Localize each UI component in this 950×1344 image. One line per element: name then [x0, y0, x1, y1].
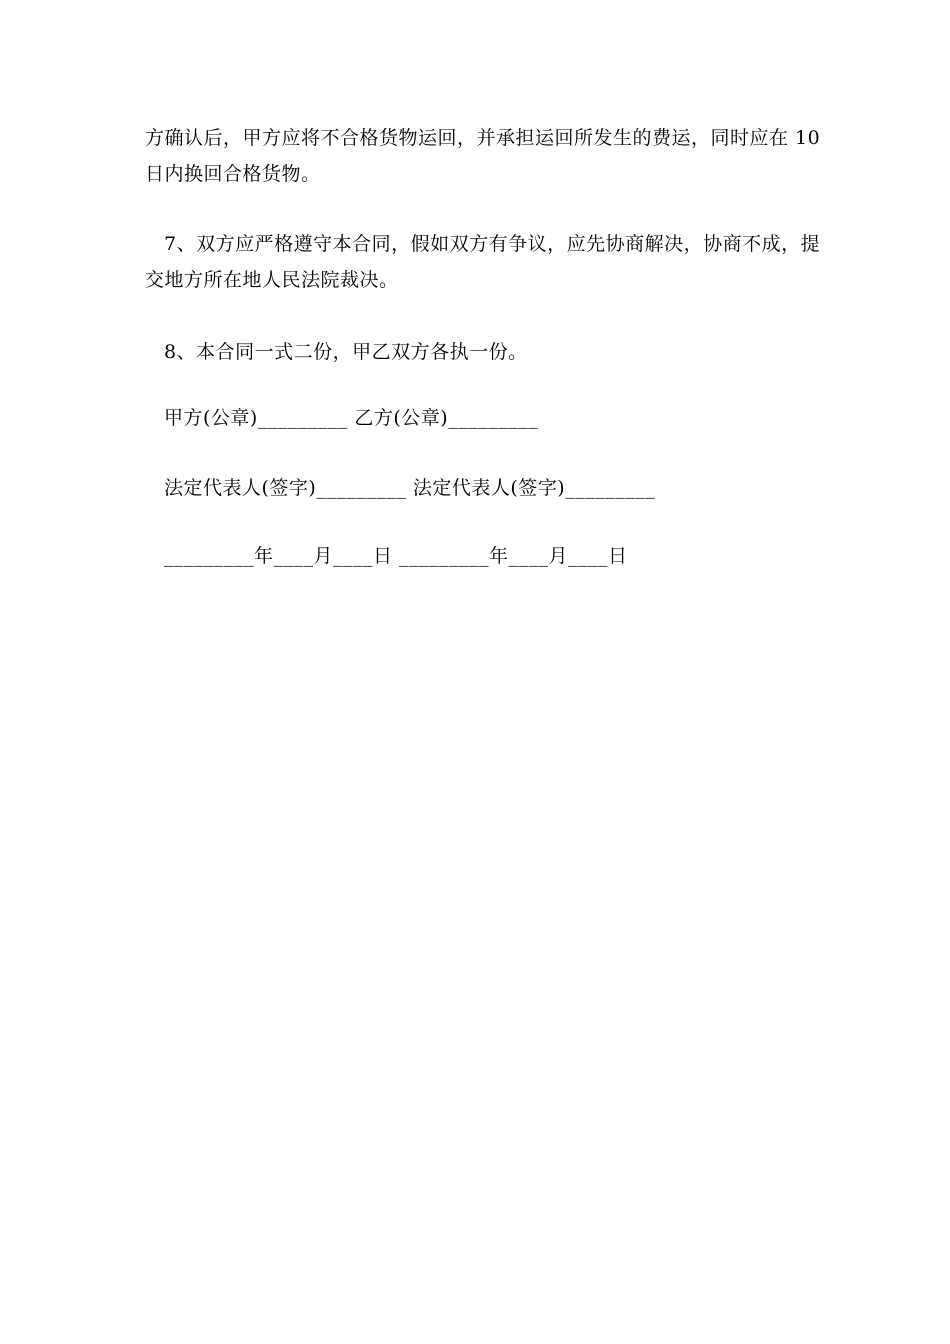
- clause-7-line-2: 交地方所在地人民法院裁决。: [145, 269, 399, 291]
- clause-6-continued-line-1: 方确认后，甲方应将不合格货物运回，并承担运回所发生的费运，同时应在 10: [145, 127, 821, 149]
- clause-7-line-1: 7、双方应严格遵守本合同，假如双方有争议，应先协商解决，协商不成，提: [164, 233, 821, 255]
- representative-signature-line: 法定代表人(签字)_________ 法定代表人(签字)_________: [164, 477, 656, 499]
- clause-6-continued-line-2: 日内换回合格货物。: [145, 163, 321, 185]
- seal-line: 甲方(公章)_________ 乙方(公章)_________: [164, 407, 539, 429]
- date-line: _________年____月____日 _________年____月____日: [164, 545, 628, 567]
- clause-8: 8、本合同一式二份，甲乙双方各执一份。: [164, 341, 528, 363]
